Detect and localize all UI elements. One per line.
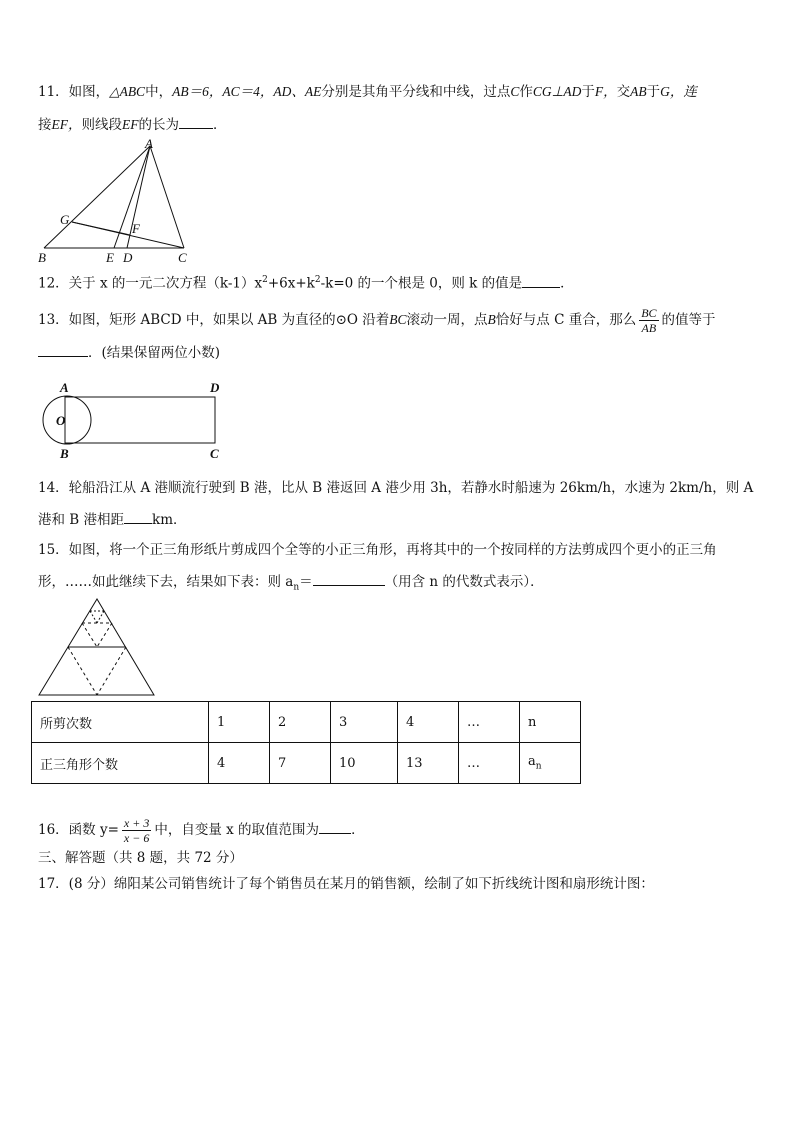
q11-line2: 接EF，则线段EF的长为 ． bbox=[38, 114, 227, 135]
q15-triangle-figure bbox=[36, 596, 158, 702]
table-row bbox=[32, 702, 581, 743]
table-cell: … bbox=[459, 702, 520, 743]
q16-answer-blank bbox=[319, 819, 351, 834]
q14-line1: 14．轮船沿江从 A 港顺流行驶到 B 港，比从 B 港返回 A 港少用 3h，若静水时船速为 26km/h，水速为 2km/h，则 A bbox=[38, 480, 754, 496]
table-cell: 13 bbox=[398, 743, 459, 784]
q17-line: 17．(8 分）绵阳某公司销售统计了每个销售员在某月的销售额，绘制了如下折线统计图和扇形统计图： bbox=[38, 876, 654, 892]
q11-label-b: B bbox=[38, 250, 46, 265]
table-cell: 4 bbox=[209, 743, 270, 784]
q11-triangle-figure bbox=[32, 136, 192, 270]
q13-answer-blank bbox=[38, 342, 88, 357]
table-cell: … bbox=[459, 743, 520, 784]
q11-label-a: A bbox=[145, 136, 153, 151]
q15-answer-blank bbox=[313, 571, 385, 586]
table-cell: n bbox=[520, 702, 581, 743]
q13-line2: ．(结果保留两位小数) bbox=[38, 342, 220, 363]
table-cell: 1 bbox=[209, 702, 270, 743]
q13-line1: 13．如图，矩形 ABCD 中，如果以 AB 为直径的⊙O 沿着BC滚动一周，点B恰好与点 C 重合，那么 $\frac{BC}{AB}$ 的值等于 bbox=[38, 306, 716, 335]
table-cell: 4 bbox=[398, 702, 459, 743]
table-cell: 7 bbox=[270, 743, 331, 784]
q11-label-d: D bbox=[123, 250, 133, 265]
table-cell: 10 bbox=[331, 743, 398, 784]
q15-line1: 15．如图，将一个正三角形纸片剪成四个全等的小正三角形，再将其中的一个按同样的方法剪成四个更小的正三角 bbox=[38, 542, 717, 558]
q13-label-b: B bbox=[60, 446, 69, 461]
q14-answer-blank bbox=[124, 509, 152, 524]
q13-label-a: A bbox=[60, 380, 69, 395]
table-cell: 3 bbox=[331, 702, 398, 743]
q11-label-c: C bbox=[178, 250, 187, 265]
table-cell: 正三角形个数 bbox=[32, 743, 209, 784]
q11-label-g: G bbox=[60, 212, 70, 227]
q13-label-o: O bbox=[56, 413, 66, 428]
q13-label-c: C bbox=[210, 446, 219, 461]
q14-line2: 港和 B 港相距 km． bbox=[38, 509, 187, 530]
q15-line2: 形，……如此继续下去，结果如下表：则 $a_n=$ （用含 n 的代数式表示）． bbox=[38, 571, 544, 598]
q13-fraction: $\frac{BC}{AB}$ bbox=[641, 306, 657, 335]
q11-line1: 11．如图，△ABC中，AB＝6，AC＝4，AD、AE分别是其角平分线和中线，过点C作CG⊥AD于F，交AB于G，连 bbox=[38, 84, 697, 100]
table-cell: 2 bbox=[270, 702, 331, 743]
q12-answer-blank bbox=[522, 273, 560, 288]
q16-line: 16．函数 y= $\frac{x + 3}{x - 6}$ 中，自变量 x 的取值范围为 ． bbox=[38, 816, 365, 845]
q12-line: 12．关于 x 的一元二次方程$(k-1)x^2+6x+k^2-k=0$ 的一个根是 0，则 k 的值是 ． bbox=[38, 270, 574, 294]
section-heading: 三、解答题（共 8 题，共 72 分） bbox=[38, 850, 243, 866]
q15-table bbox=[31, 701, 581, 784]
table-cell: $a_n$ bbox=[520, 743, 581, 784]
q13-label-d: D bbox=[210, 380, 220, 395]
q11-answer-blank bbox=[179, 114, 213, 129]
table-row bbox=[32, 743, 581, 784]
q13-rectangle-figure bbox=[40, 380, 230, 466]
q16-fraction: $\frac{x + 3}{x - 6}$ bbox=[123, 816, 150, 845]
table-cell: 所剪次数 bbox=[32, 702, 209, 743]
q11-label-f: F bbox=[132, 221, 140, 236]
q11-label-e: E bbox=[106, 250, 114, 265]
